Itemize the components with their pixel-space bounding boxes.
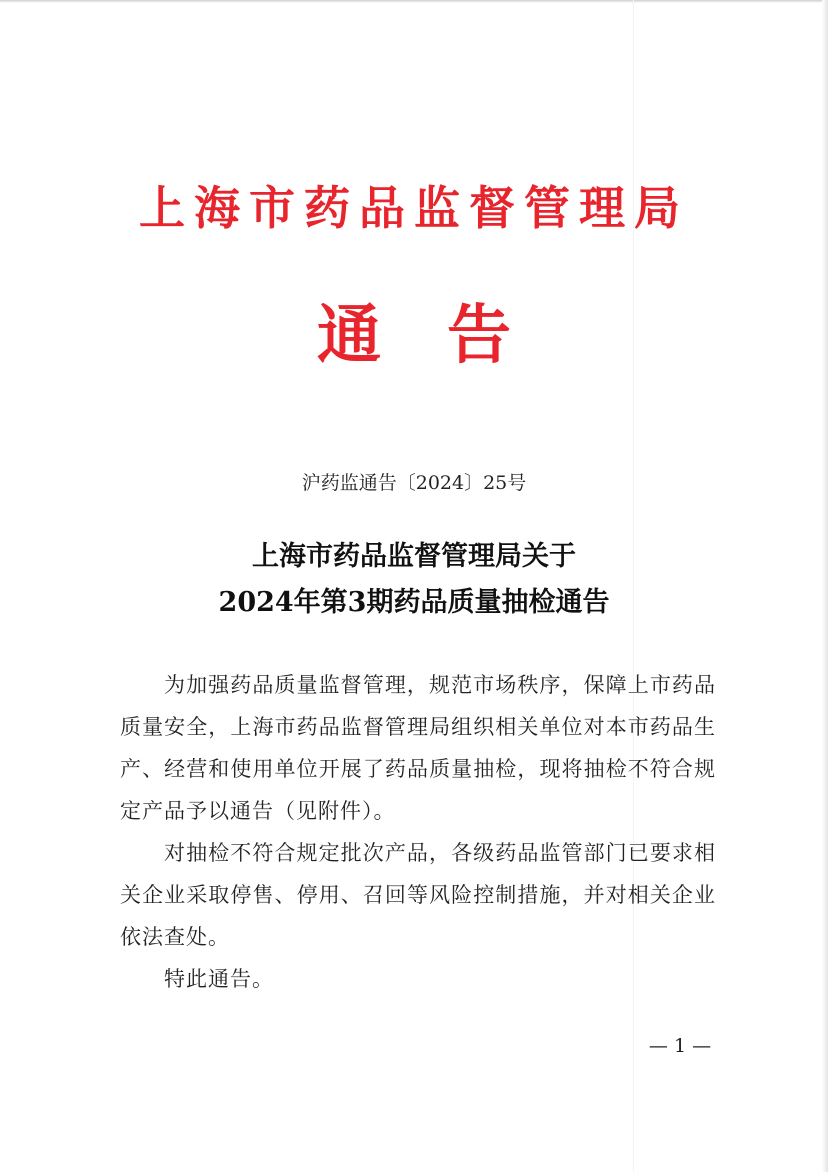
issuing-organization: 上海市药品监督管理局 xyxy=(139,181,689,235)
document-type-heading: 通告 xyxy=(317,298,577,373)
document-title-line-2: 2024年第3期药品质量抽检通告 xyxy=(218,587,610,618)
page-number: — 1 — xyxy=(648,1035,712,1057)
body-paragraph: 对抽检不符合规定批次产品，各级药品监管部门已要求相关企业采取停售、停用、召回等风险控制措施，并对相关企业依法查处。 xyxy=(120,841,716,949)
document-title-line-1: 上海市药品监督管理局关于 xyxy=(252,541,576,572)
body-paragraph: 为加强药品质量监督管理，规范市场秩序，保障上市药品质量安全，上海市药品监督管理局组织相关单位对本市药品生产、经营和使用单位开展了药品质量抽检，现将抽检不符合规定产品予以通告（见附件）。 xyxy=(120,673,716,823)
scan-edge-top xyxy=(0,0,828,3)
document-body xyxy=(120,664,716,1000)
document-number: 沪药监通告〔2024〕25号 xyxy=(301,472,527,494)
body-paragraph: 特此通告。 xyxy=(164,967,274,991)
document-title xyxy=(0,534,828,626)
